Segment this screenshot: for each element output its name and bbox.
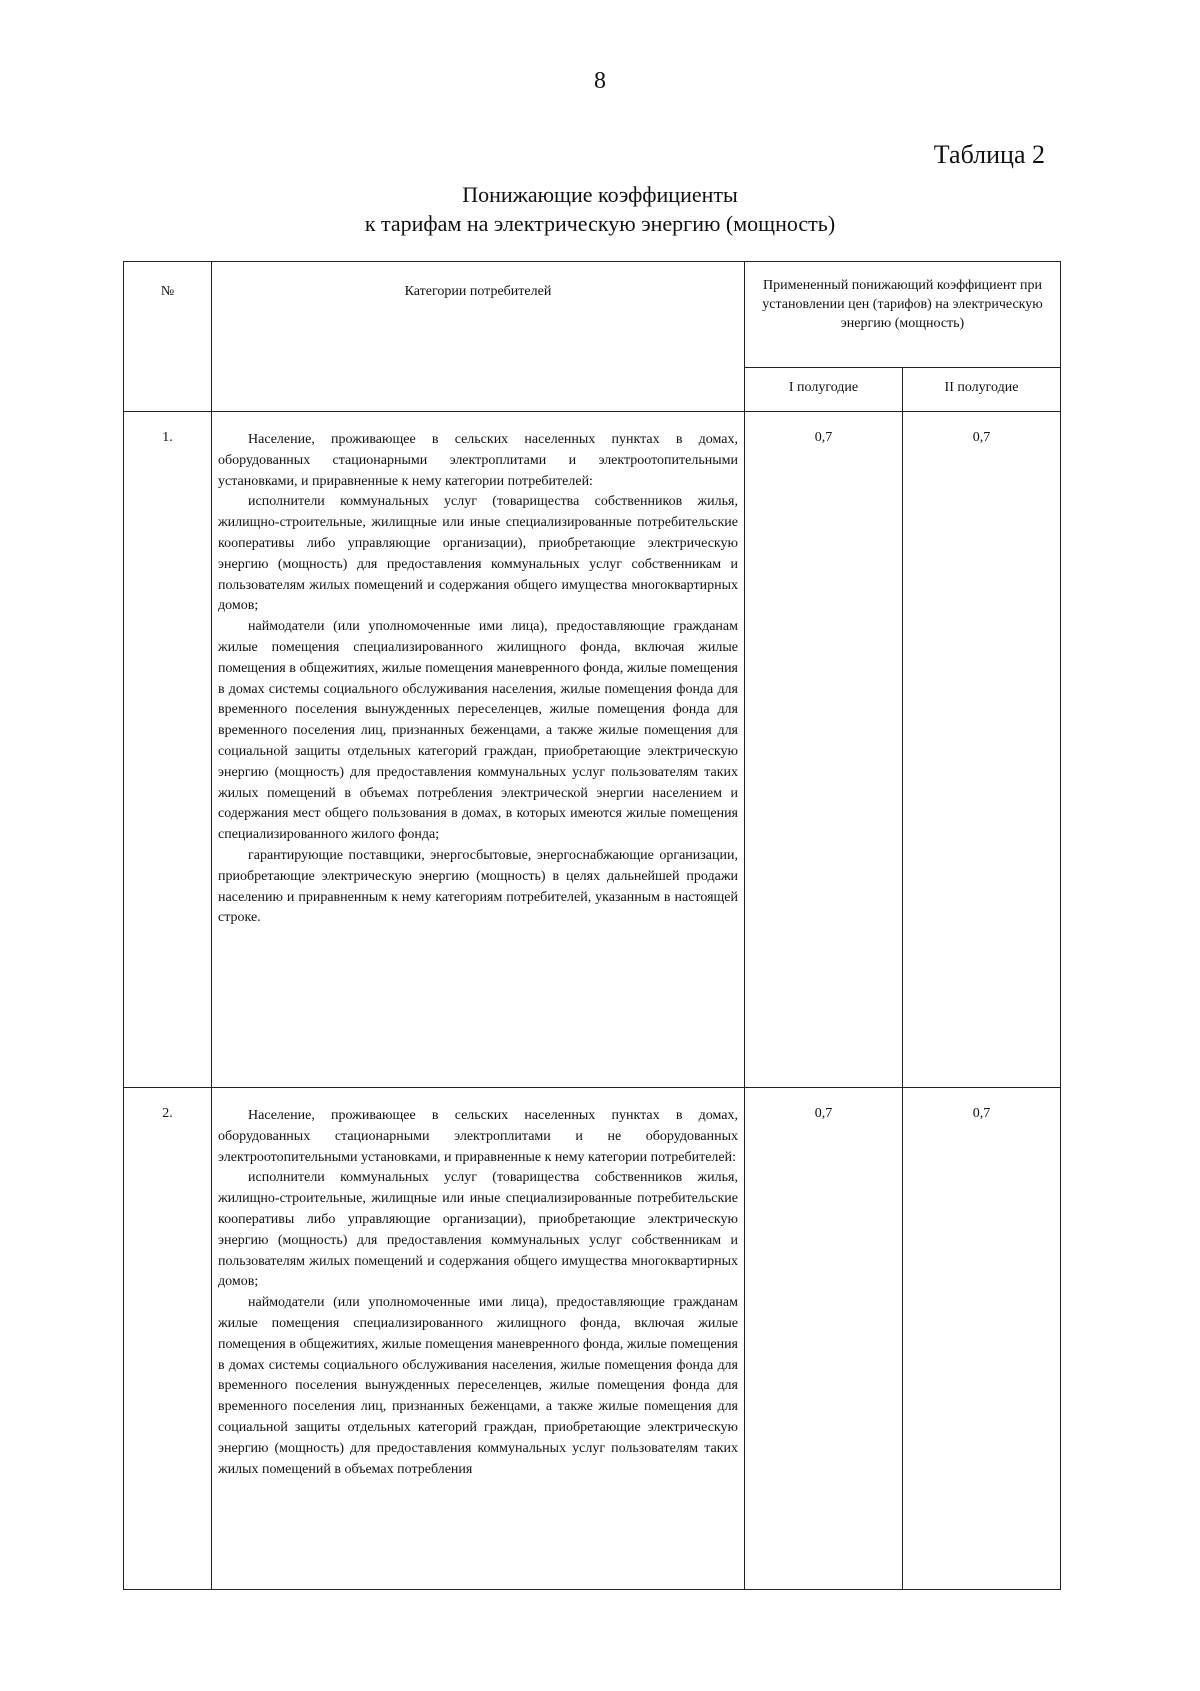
header-category: Категории потребителей <box>212 262 745 412</box>
page-number: 8 <box>594 68 606 94</box>
header-number: № <box>124 262 212 412</box>
category-cell <box>212 1088 745 1590</box>
category-paragraph: наймодатели (или уполномоченные ими лица), предоставляющие гражданам жилые помещения специализированного жилищного фонда, включая жилые помещения в общежитиях, жилые помещения маневренного фонда, жилые помещения в домах системы социального обслуживания населения, жилые помещения фонда для временного поселения вынужденных переселенцев, жилые помещения фонда для временного поселения лиц, признанных беженцами, а также жилые помещения для социальной защиты отдельных категорий граждан, приобретающие электрическую энергию (мощность) для предоставления коммунальных услуг пользователям таких жилых помещений в объемах потребления электрической энергии населением и содержания мест общего пользования в домах, в которых имеются жилые помещения специализированного жилого фонда; <box>218 619 738 843</box>
category-paragraph: исполнители коммунальных услуг (товарищества собственников жилья, жилищно-строительные, жилищные или иные специализированные потребительские кооперативы либо управляющие организации), приобретающие электрическую энергию (мощность) для предоставления коммунальных услуг собственникам и пользователям жилых помещений и содержания общего имущества многоквартирных домов; <box>218 494 738 614</box>
table-row <box>124 412 1061 1088</box>
category-paragraph: исполнители коммунальных услуг (товарищества собственников жилья, жилищно-строительные, жилищные или иные специализированные потребительские кооперативы либо управляющие организации), приобретающие электрическую энергию (мощность) для предоставления коммунальных услуг собственникам и пользователям жилых помещений и содержания общего имущества многоквартирных домов; <box>218 1170 738 1290</box>
header-half-2: II полугодие <box>903 367 1061 411</box>
category-paragraph: Население, проживающее в сельских населенных пунктах в домах, оборудованных стационарными электроплитами и электроотопительными установками, и приравненные к нему категории потребителей: <box>218 432 738 489</box>
category-paragraph: наймодатели (или уполномоченные ими лица), предоставляющие гражданам жилые помещения специализированного жилищного фонда, включая жилые помещения в общежитиях, жилые помещения маневренного фонда, жилые помещения в домах системы социального обслуживания населения, жилые помещения фонда для временного поселения вынужденных переселенцев, жилые помещения фонда для временного поселения лиц, признанных беженцами, а также жилые помещения для социальной защиты отдельных категорий граждан, приобретающие электрическую энергию (мощность) для предоставления коммунальных услуг пользователям таких жилых помещений в объемах потребления <box>218 1295 738 1477</box>
coefficient-half-1: 0,7 <box>745 1088 903 1590</box>
title-line-1: Понижающие коэффициенты <box>462 182 738 207</box>
table-label: Таблица 2 <box>933 140 1045 169</box>
coefficient-half-2: 0,7 <box>903 412 1061 1088</box>
header-coefficient: Примененный понижающий коэффициент при установлении цен (тарифов) на электрическую энергию (мощность) <box>745 262 1061 368</box>
row-number: 1. <box>124 412 212 1088</box>
coefficients-table <box>123 261 1061 1590</box>
category-paragraph: гарантирующие поставщики, энергосбытовые, энергоснабжающие организации, приобретающие электрическую энергию (мощность) в целях дальнейшей продажи населению и приравненным к нему категориям потребителей, указанным в настоящей строке. <box>218 847 738 926</box>
document-title <box>0 180 1200 238</box>
table-row <box>124 1088 1061 1590</box>
header-row <box>124 262 1061 368</box>
title-line-2: к тарифам на электрическую энергию (мощность) <box>364 211 836 236</box>
category-cell <box>212 412 745 1088</box>
coefficient-half-1: 0,7 <box>745 412 903 1088</box>
header-half-1: I полугодие <box>745 367 903 411</box>
row-number: 2. <box>124 1088 212 1590</box>
coefficient-half-2: 0,7 <box>903 1088 1061 1590</box>
category-paragraph: Население, проживающее в сельских населенных пунктах в домах, оборудованных стационарными электроплитами и не оборудованных электроотопительными установками, и приравненные к нему категории потребителей: <box>218 1108 738 1165</box>
